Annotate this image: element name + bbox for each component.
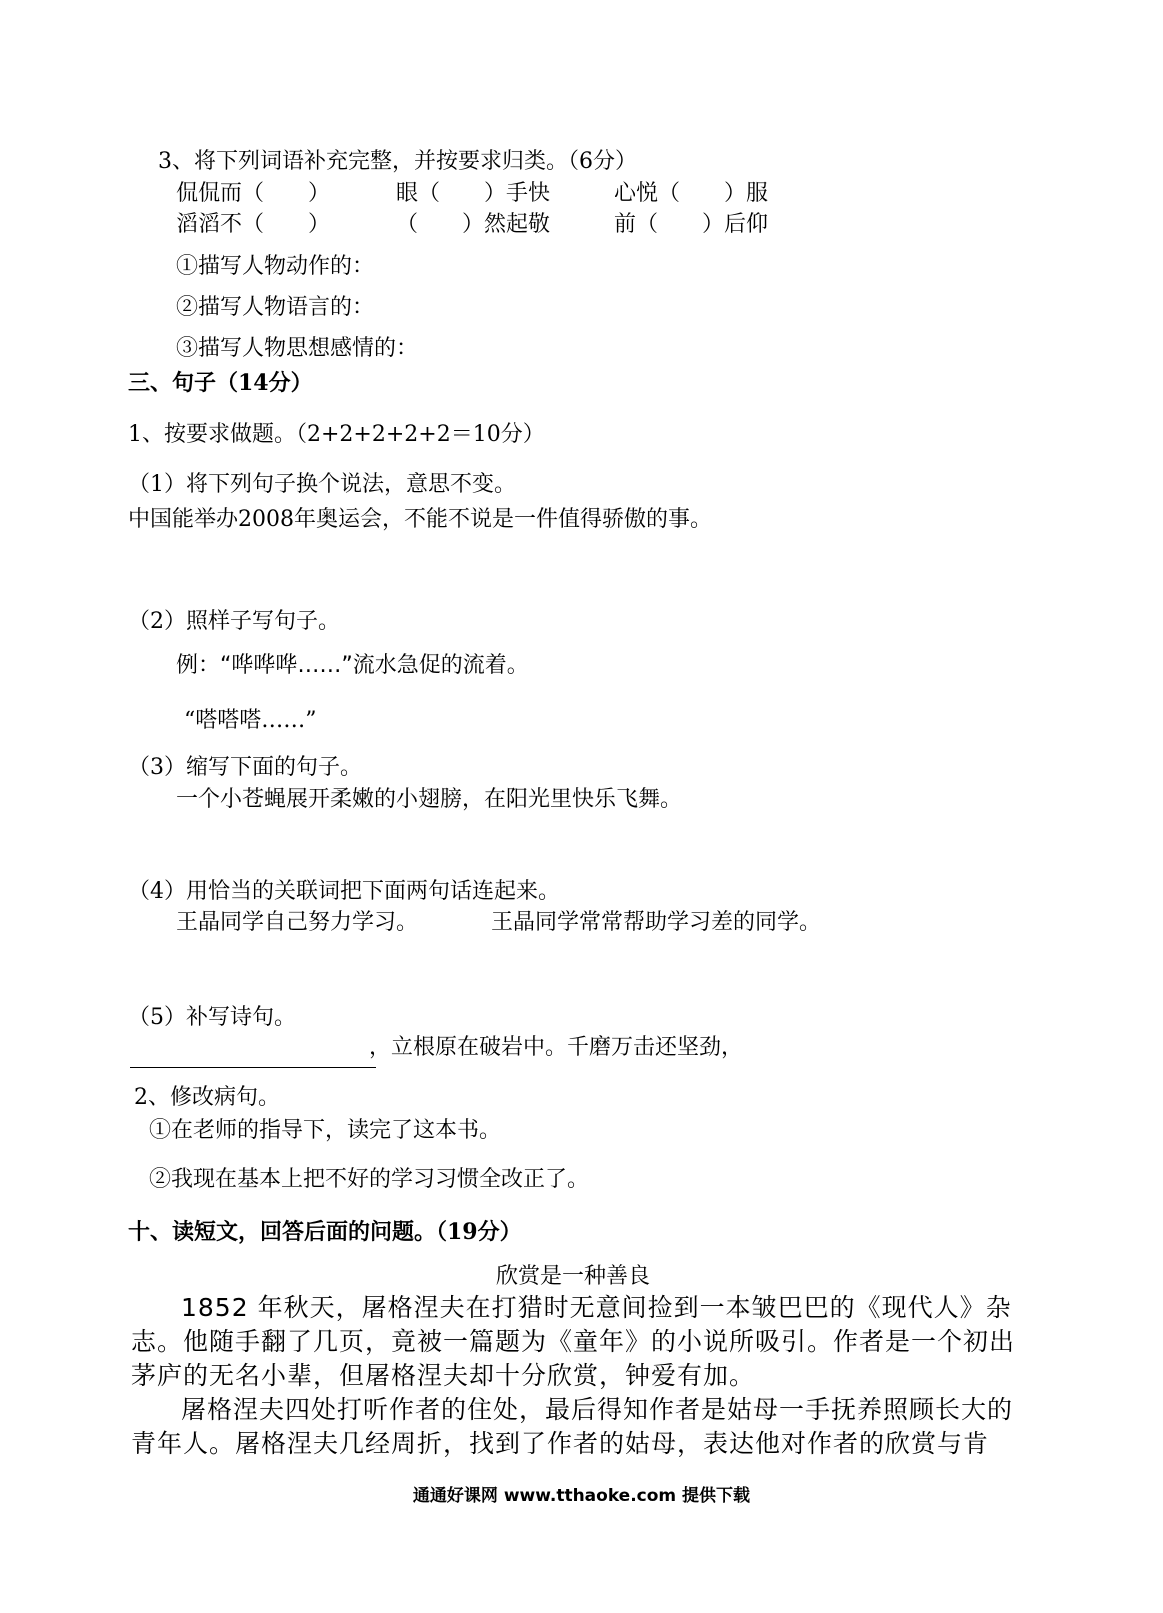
- part5-title: （5）补写诗句。: [128, 1005, 296, 1030]
- part1-title: （1）将下列句子换个说法，意思不变。: [128, 472, 516, 497]
- q3-row1-item2: 眼（ ）手快: [396, 181, 551, 206]
- q3-row2-item3: 前（ ）后仰: [614, 212, 769, 237]
- q3-category-speech: ②描写人物语言的：: [176, 295, 375, 320]
- q3-row1-item3: 心悦（ ）服: [614, 181, 769, 206]
- part3-title: （3）缩写下面的句子。: [128, 755, 362, 780]
- poem-blank-line: [130, 1067, 376, 1068]
- part2-example: 例：“哗哗哗……”流水急促的流着。: [176, 653, 529, 678]
- part4-sentence-a: 王晶同学自己努力学习。: [176, 910, 419, 935]
- part1-sentence: 中国能举办2008年奥运会，不能不说是一件值得骄傲的事。: [128, 507, 712, 532]
- q2-sentence-b: ②我现在基本上把不好的学习习惯全改正了。: [149, 1167, 590, 1192]
- part5-poem: ，立根原在破岩中。千磨万击还坚劲，: [369, 1035, 744, 1060]
- passage-paragraph-1: 1852 年秋天，屠格涅夫在打猎时无意间捡到一本皱巴巴的《现代人》杂志。他随手翻了几页，竟被一篇题为《童年》的小说所吸引。作者是一个初出茅庐的无名小辈，但屠格涅夫却十分欣赏，钟爱有加。: [131, 1293, 1016, 1390]
- footer-source: 通通好课网 www.tthaoke.com 提供下载: [412, 1486, 751, 1506]
- q3-heading: 3、将下列词语补充完整，并按要求归类。（6分）: [158, 149, 637, 174]
- passage-title: 欣赏是一种善良: [496, 1264, 651, 1289]
- section10-heading: 十、读短文，回答后面的问题。（19分）: [128, 1219, 522, 1245]
- part3-sentence: 一个小苍蝇展开柔嫩的小翅膀，在阳光里快乐飞舞。: [176, 787, 683, 812]
- section3-q2: 2、修改病句。: [134, 1085, 280, 1110]
- part4-sentence-b: 王晶同学常常帮助学习差的同学。: [491, 910, 822, 935]
- q2-sentence-a: ①在老师的指导下，读完了这本书。: [149, 1118, 502, 1143]
- part2-prompt: “嗒嗒嗒……”: [184, 708, 317, 733]
- part2-title: （2）照样子写句子。: [128, 609, 340, 634]
- q3-category-feeling: ③描写人物思想感情的：: [176, 336, 419, 361]
- q3-row2-item2: （ ）然起敬: [396, 212, 551, 237]
- q3-category-action: ①描写人物动作的：: [176, 254, 375, 279]
- part4-title: （4）用恰当的关联词把下面两句话连起来。: [128, 879, 560, 904]
- passage-paragraph-2: 屠格涅夫四处打听作者的住处，最后得知作者是姑母一手抚养照顾长大的青年人。屠格涅夫几经周折，找到了作者的姑母，表达他对作者的欣赏与肯: [131, 1395, 1014, 1458]
- section3-q1: 1、按要求做题。（2+2+2+2+2＝10分）: [128, 422, 545, 447]
- section3-heading: 三、句子（14分）: [128, 370, 313, 396]
- q3-row1-item1: 侃侃而（ ）: [176, 181, 331, 206]
- q3-row2-item1: 滔滔不（ ）: [176, 212, 331, 237]
